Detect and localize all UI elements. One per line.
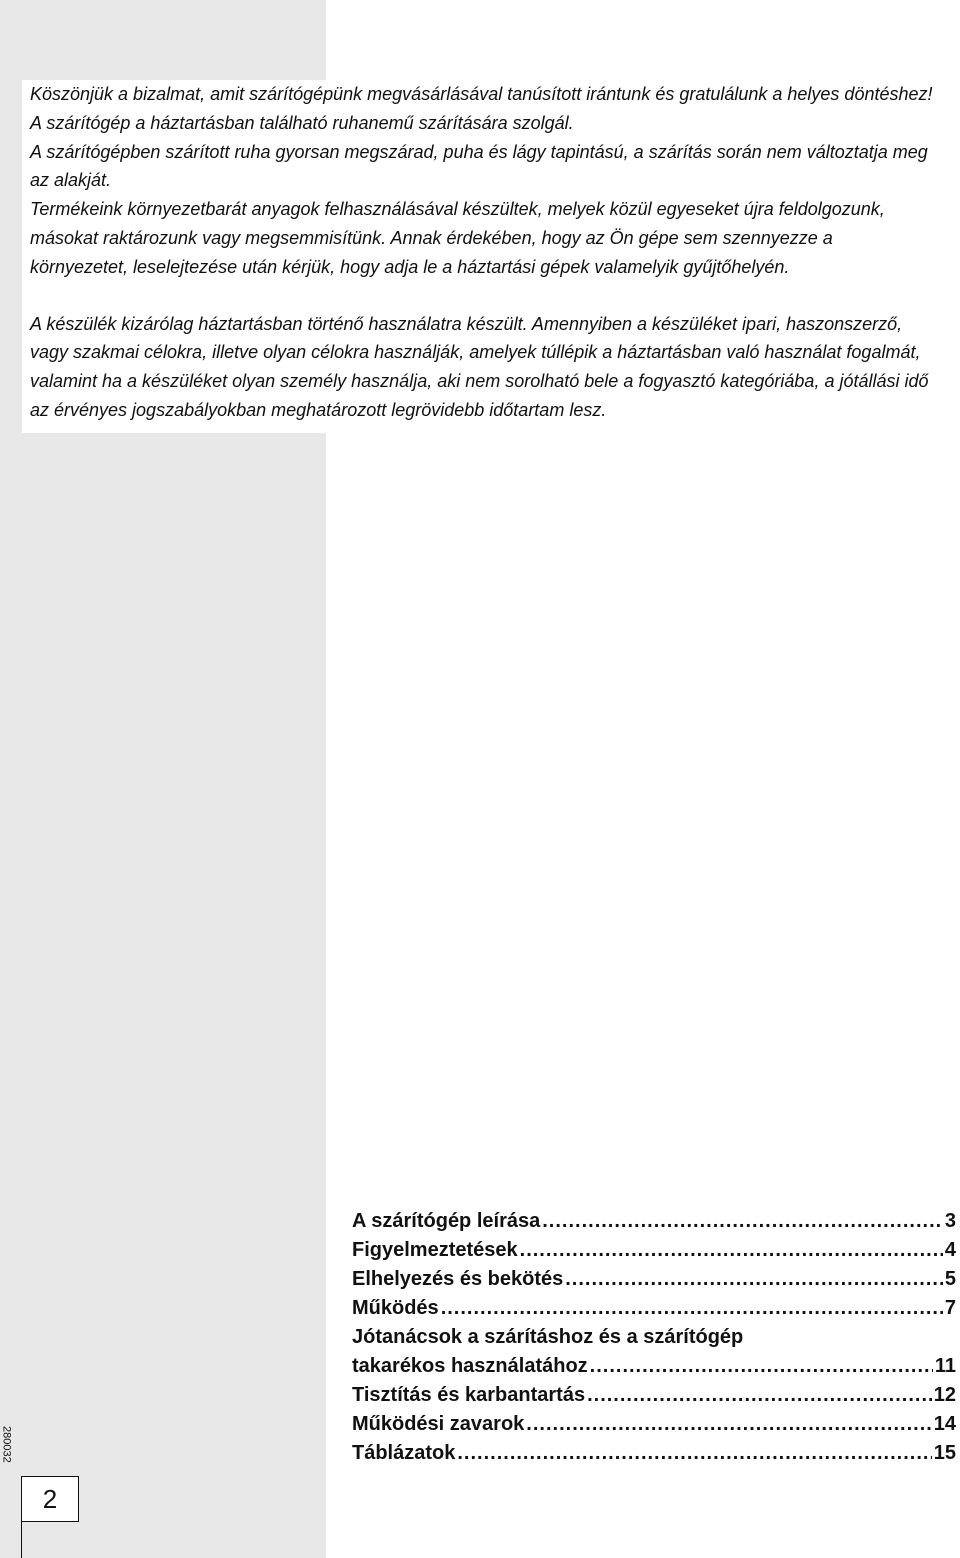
toc-leader-dots [565, 1265, 943, 1294]
toc-page: 4 [944, 1239, 956, 1261]
toc-entry[interactable] [352, 1410, 956, 1439]
intro-warranty-paragraph: A készülék kizárólag háztartásban történő használatra készült. Amennyiben a készüléket ipari, haszonszerző, vagy szakmai célokra, illetve olyan célokra használják, amelyek túllépik a háztartásban való használat fogalmát, valamint ha a készüléket olyan személy használja, aki nem sorolható bele a fogyasztó kategóriába, a jótállási idő az érvényes jogszabályokban meghatározott legrövidebb időtartam lesz. [30, 313, 929, 420]
toc-leader-dots [542, 1207, 943, 1236]
page-number: 2 [21, 1476, 79, 1522]
toc-page: 12 [933, 1384, 956, 1406]
toc-page: 7 [944, 1297, 956, 1319]
toc-title: Működés [352, 1297, 439, 1319]
intro-text [22, 80, 942, 433]
toc-entry[interactable] [352, 1294, 956, 1323]
document-code: 280032 [0, 1425, 13, 1463]
intro-sentence-purpose: A szárítógép a háztartásban található ruhanemű szárítására szolgál. [30, 112, 574, 133]
toc-leader-dots [457, 1439, 931, 1468]
intro-sentence-result: A szárítógépben szárított ruha gyorsan megszárad, puha és lágy tapintású, a szárítás során nem változtatja meg az alakját. [30, 141, 928, 191]
toc-entry[interactable] [352, 1439, 956, 1468]
toc-leader-dots [590, 1352, 933, 1381]
toc-leader-dots [526, 1410, 931, 1439]
toc-title: takarékos használatához [352, 1355, 588, 1377]
toc-title-line1[interactable]: Jótanácsok a szárításhoz és a szárítógép [352, 1326, 744, 1348]
toc-title: Táblázatok [352, 1442, 456, 1464]
toc-page: 5 [944, 1268, 956, 1290]
toc-page: 3 [944, 1210, 956, 1232]
intro-sentence-environment: Termékeink környezetbarát anyagok felhasználásával készültek, melyek közül egyeseket újra feldolgozunk, másokat raktározunk vagy megsemmisítünk. Annak érdekében, hogy az Ön gépe sem szennyezze a környezetet, leselejtezése után kérjük, hogy adja le a háztartási gépek valamelyik gyűjtőhelyén. [30, 199, 885, 277]
toc-entry[interactable] [352, 1352, 956, 1381]
toc-title: Elhelyezés és bekötés [352, 1268, 564, 1290]
toc-entry[interactable] [352, 1207, 956, 1236]
toc-page: 15 [933, 1442, 956, 1464]
table-of-contents [352, 1207, 956, 1468]
toc-leader-dots [587, 1381, 932, 1410]
toc-page: 11 [934, 1355, 956, 1377]
toc-entry[interactable] [352, 1265, 956, 1294]
toc-leader-dots [441, 1294, 943, 1323]
toc-page: 14 [933, 1413, 956, 1435]
toc-leader-dots [520, 1236, 943, 1265]
intro-sentence-thanks: Köszönjük a bizalmat, amit szárítógépünk megvásárlásával tanúsított irántunk és gratulálunk a helyes döntéshez! [30, 84, 933, 104]
toc-title: Figyelmeztetések [352, 1239, 518, 1261]
toc-title: Tisztítás és karbantartás [352, 1384, 586, 1406]
toc-title: A szárítógép leírása [352, 1210, 541, 1232]
toc-title: Működési zavarok [352, 1413, 525, 1435]
margin-rule [21, 1520, 22, 1558]
toc-entry[interactable] [352, 1236, 956, 1265]
toc-entry[interactable] [352, 1381, 956, 1410]
